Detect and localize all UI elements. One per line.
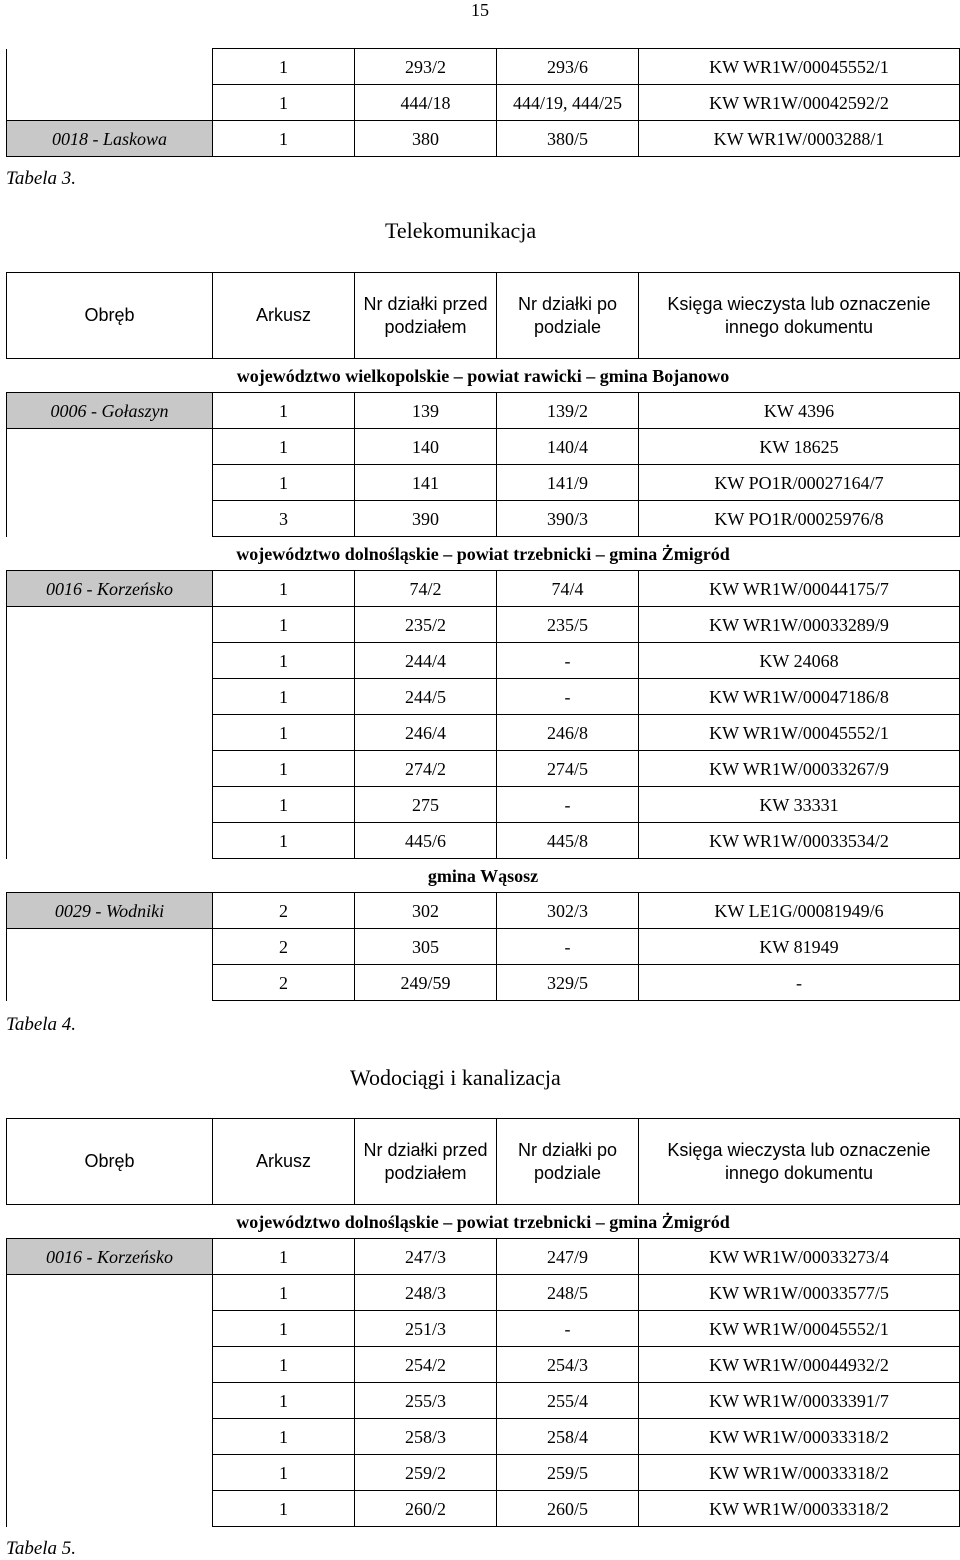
cell-kw: KW WR1W/00033318/2 bbox=[639, 1419, 960, 1455]
table-row bbox=[7, 751, 960, 787]
section-title-wodociagi: Wodociągi i kanalizacja bbox=[350, 1065, 561, 1090]
cell-po: - bbox=[497, 679, 639, 715]
table-caption-5: Tabela 5. bbox=[6, 1538, 77, 1559]
cell-przed: 258/3 bbox=[355, 1419, 497, 1455]
cell-obreb bbox=[7, 465, 213, 501]
cell-kw: KW WR1W/00033534/2 bbox=[639, 823, 960, 859]
cell-arkusz: 1 bbox=[213, 1383, 355, 1419]
cell-po: 259/5 bbox=[497, 1455, 639, 1491]
cell-obreb bbox=[7, 929, 213, 965]
table-row bbox=[7, 1419, 960, 1455]
cell-obreb: 0029 - Wodniki bbox=[7, 893, 213, 929]
cell-przed: 259/2 bbox=[355, 1455, 497, 1491]
cell-arkusz: 1 bbox=[213, 787, 355, 823]
telekomunikacja-table bbox=[6, 272, 960, 1001]
table-row bbox=[7, 643, 960, 679]
table-row bbox=[7, 607, 960, 643]
header-obreb: Obręb bbox=[7, 1119, 213, 1205]
region-label: województwo dolnośląskie – powiat trzebnicki – gmina Żmigród bbox=[236, 543, 730, 564]
header-po: Nr działki po podziale bbox=[497, 1119, 639, 1205]
table-caption-4: Tabela 4. bbox=[6, 1014, 77, 1035]
cell-obreb bbox=[7, 965, 213, 1001]
cell-kw: KW WR1W/00033391/7 bbox=[639, 1383, 960, 1419]
cell-kw: KW WR1W/00033318/2 bbox=[639, 1491, 960, 1527]
cell-obreb bbox=[7, 1455, 213, 1491]
cell-przed: 249/59 bbox=[355, 965, 497, 1001]
table-row bbox=[7, 715, 960, 751]
cell-przed: 251/3 bbox=[355, 1311, 497, 1347]
cell-arkusz: 1 bbox=[213, 465, 355, 501]
cell-arkusz: 1 bbox=[213, 571, 355, 607]
cell-kw: - bbox=[639, 965, 960, 1001]
table-row bbox=[7, 429, 960, 465]
cell-kw: KW 4396 bbox=[639, 393, 960, 429]
cell-kw: KW WR1W/00044932/2 bbox=[639, 1347, 960, 1383]
table-row bbox=[7, 571, 960, 607]
cell-arkusz: 2 bbox=[213, 929, 355, 965]
cell-obreb bbox=[7, 1347, 213, 1383]
table-row bbox=[7, 965, 960, 1001]
cell-po: - bbox=[497, 929, 639, 965]
table-row bbox=[7, 121, 960, 157]
cell-arkusz: 1 bbox=[213, 1239, 355, 1275]
cell-obreb bbox=[7, 85, 213, 121]
cell-arkusz: 2 bbox=[213, 893, 355, 929]
cell-po: - bbox=[497, 787, 639, 823]
cell-kw: KW WR1W/00042592/2 bbox=[639, 85, 960, 121]
table-row bbox=[7, 501, 960, 537]
table-row bbox=[7, 393, 960, 429]
cell-arkusz: 1 bbox=[213, 1491, 355, 1527]
table-row bbox=[7, 49, 960, 85]
cell-po: 139/2 bbox=[497, 393, 639, 429]
cell-kw: KW WR1W/00045552/1 bbox=[639, 49, 960, 85]
cell-arkusz: 1 bbox=[213, 85, 355, 121]
cell-kw: KW WR1W/00045552/1 bbox=[639, 1311, 960, 1347]
cell-arkusz: 1 bbox=[213, 823, 355, 859]
cell-przed: 244/5 bbox=[355, 679, 497, 715]
cell-arkusz: 1 bbox=[213, 121, 355, 157]
cell-arkusz: 1 bbox=[213, 1455, 355, 1491]
region-label: gmina Wąsosz bbox=[427, 865, 539, 886]
cell-arkusz: 1 bbox=[213, 393, 355, 429]
cell-po: 380/5 bbox=[497, 121, 639, 157]
cell-po: 248/5 bbox=[497, 1275, 639, 1311]
region-row bbox=[7, 537, 960, 571]
cell-po: 246/8 bbox=[497, 715, 639, 751]
cell-obreb bbox=[7, 429, 213, 465]
header-przed: Nr działki przed podziałem bbox=[355, 273, 497, 359]
cell-przed: 445/6 bbox=[355, 823, 497, 859]
cell-przed: 248/3 bbox=[355, 1275, 497, 1311]
header-arkusz: Arkusz bbox=[213, 1119, 355, 1205]
header-po: Nr działki po podziale bbox=[497, 273, 639, 359]
cell-po: 255/4 bbox=[497, 1383, 639, 1419]
section-title-telekomunikacja: Telekomunikacja bbox=[385, 218, 537, 243]
cell-kw: KW WR1W/00033289/9 bbox=[639, 607, 960, 643]
cell-arkusz: 1 bbox=[213, 715, 355, 751]
cell-po: 260/5 bbox=[497, 1491, 639, 1527]
cell-arkusz: 1 bbox=[213, 429, 355, 465]
table-row bbox=[7, 929, 960, 965]
cell-obreb bbox=[7, 607, 213, 643]
cell-arkusz: 3 bbox=[213, 501, 355, 537]
cell-przed: 139 bbox=[355, 393, 497, 429]
cell-kw: KW 81949 bbox=[639, 929, 960, 965]
cell-arkusz: 1 bbox=[213, 751, 355, 787]
table-caption-3: Tabela 3. bbox=[6, 168, 77, 189]
cell-po: 274/5 bbox=[497, 751, 639, 787]
cell-obreb bbox=[7, 1383, 213, 1419]
table-row bbox=[7, 893, 960, 929]
header-arkusz: Arkusz bbox=[213, 273, 355, 359]
cell-obreb bbox=[7, 49, 213, 85]
table-row bbox=[7, 1383, 960, 1419]
cell-przed: 74/2 bbox=[355, 571, 497, 607]
cell-arkusz: 1 bbox=[213, 607, 355, 643]
wodociagi-table bbox=[6, 1118, 960, 1527]
cell-arkusz: 1 bbox=[213, 1419, 355, 1455]
cell-przed: 235/2 bbox=[355, 607, 497, 643]
cell-kw: KW WR1W/00033577/5 bbox=[639, 1275, 960, 1311]
cell-przed: 246/4 bbox=[355, 715, 497, 751]
cell-po: 141/9 bbox=[497, 465, 639, 501]
header-row bbox=[7, 273, 960, 359]
table-row bbox=[7, 1275, 960, 1311]
region-row bbox=[7, 1205, 960, 1239]
cell-przed: 293/2 bbox=[355, 49, 497, 85]
cell-przed: 247/3 bbox=[355, 1239, 497, 1275]
cell-arkusz: 1 bbox=[213, 643, 355, 679]
page-number: 15 bbox=[471, 0, 489, 20]
cell-po: 247/9 bbox=[497, 1239, 639, 1275]
table-row bbox=[7, 1239, 960, 1275]
table-row bbox=[7, 823, 960, 859]
cell-przed: 255/3 bbox=[355, 1383, 497, 1419]
cell-przed: 305 bbox=[355, 929, 497, 965]
cell-kw: KW WR1W/00033267/9 bbox=[639, 751, 960, 787]
cell-arkusz: 1 bbox=[213, 49, 355, 85]
cell-arkusz: 1 bbox=[213, 1311, 355, 1347]
cell-obreb bbox=[7, 823, 213, 859]
cell-kw: KW PO1R/00025976/8 bbox=[639, 501, 960, 537]
cell-przed: 254/2 bbox=[355, 1347, 497, 1383]
cell-przed: 302 bbox=[355, 893, 497, 929]
header-kw: Księga wieczysta lub oznaczenie innego dokumentu bbox=[639, 273, 960, 359]
cell-przed: 444/18 bbox=[355, 85, 497, 121]
cell-przed: 140 bbox=[355, 429, 497, 465]
cell-po: 258/4 bbox=[497, 1419, 639, 1455]
cell-obreb bbox=[7, 1491, 213, 1527]
cell-przed: 260/2 bbox=[355, 1491, 497, 1527]
cell-kw: KW LE1G/00081949/6 bbox=[639, 893, 960, 929]
cell-obreb: 0006 - Gołaszyn bbox=[7, 393, 213, 429]
continued-table bbox=[6, 48, 960, 157]
cell-po: 74/4 bbox=[497, 571, 639, 607]
cell-po: 390/3 bbox=[497, 501, 639, 537]
cell-obreb bbox=[7, 1311, 213, 1347]
table-row bbox=[7, 787, 960, 823]
header-kw: Księga wieczysta lub oznaczenie innego dokumentu bbox=[639, 1119, 960, 1205]
header-obreb: Obręb bbox=[7, 273, 213, 359]
cell-po: - bbox=[497, 1311, 639, 1347]
cell-obreb bbox=[7, 751, 213, 787]
cell-przed: 274/2 bbox=[355, 751, 497, 787]
cell-po: 293/6 bbox=[497, 49, 639, 85]
region-label: województwo wielkopolskie – powiat rawicki – gmina Bojanowo bbox=[236, 365, 730, 386]
cell-obreb: 0016 - Korzeńsko bbox=[7, 1239, 213, 1275]
table-row bbox=[7, 1347, 960, 1383]
cell-obreb: 0018 - Laskowa bbox=[7, 121, 213, 157]
cell-po: 235/5 bbox=[497, 607, 639, 643]
cell-kw: KW 18625 bbox=[639, 429, 960, 465]
cell-przed: 141 bbox=[355, 465, 497, 501]
cell-kw: KW WR1W/00045552/1 bbox=[639, 715, 960, 751]
cell-kw: KW WR1W/00044175/7 bbox=[639, 571, 960, 607]
cell-po: - bbox=[497, 643, 639, 679]
cell-obreb: 0016 - Korzeńsko bbox=[7, 571, 213, 607]
cell-przed: 275 bbox=[355, 787, 497, 823]
cell-kw: KW WR1W/0003288/1 bbox=[639, 121, 960, 157]
region-row bbox=[7, 359, 960, 393]
header-row bbox=[7, 1119, 960, 1205]
cell-obreb bbox=[7, 1275, 213, 1311]
cell-przed: 390 bbox=[355, 501, 497, 537]
cell-arkusz: 1 bbox=[213, 1275, 355, 1311]
cell-obreb bbox=[7, 715, 213, 751]
cell-kw: KW PO1R/00027164/7 bbox=[639, 465, 960, 501]
cell-po: 445/8 bbox=[497, 823, 639, 859]
cell-kw: KW WR1W/00033273/4 bbox=[639, 1239, 960, 1275]
region-label: województwo dolnośląskie – powiat trzebnicki – gmina Żmigród bbox=[236, 1211, 730, 1232]
table-row bbox=[7, 85, 960, 121]
cell-arkusz: 1 bbox=[213, 679, 355, 715]
cell-obreb bbox=[7, 679, 213, 715]
cell-kw: KW 33331 bbox=[639, 787, 960, 823]
cell-obreb bbox=[7, 501, 213, 537]
cell-obreb bbox=[7, 643, 213, 679]
table-row bbox=[7, 1455, 960, 1491]
table-row bbox=[7, 465, 960, 501]
region-row bbox=[7, 859, 960, 893]
table-row bbox=[7, 1311, 960, 1347]
cell-przed: 244/4 bbox=[355, 643, 497, 679]
header-przed: Nr działki przed podziałem bbox=[355, 1119, 497, 1205]
cell-kw: KW WR1W/00047186/8 bbox=[639, 679, 960, 715]
cell-obreb bbox=[7, 1419, 213, 1455]
cell-po: 444/19, 444/25 bbox=[497, 85, 639, 121]
cell-arkusz: 1 bbox=[213, 1347, 355, 1383]
table-row bbox=[7, 679, 960, 715]
table-row bbox=[7, 1491, 960, 1527]
cell-po: 140/4 bbox=[497, 429, 639, 465]
cell-po: 302/3 bbox=[497, 893, 639, 929]
cell-przed: 380 bbox=[355, 121, 497, 157]
cell-po: 329/5 bbox=[497, 965, 639, 1001]
cell-po: 254/3 bbox=[497, 1347, 639, 1383]
cell-obreb bbox=[7, 787, 213, 823]
cell-kw: KW 24068 bbox=[639, 643, 960, 679]
cell-arkusz: 2 bbox=[213, 965, 355, 1001]
cell-kw: KW WR1W/00033318/2 bbox=[639, 1455, 960, 1491]
